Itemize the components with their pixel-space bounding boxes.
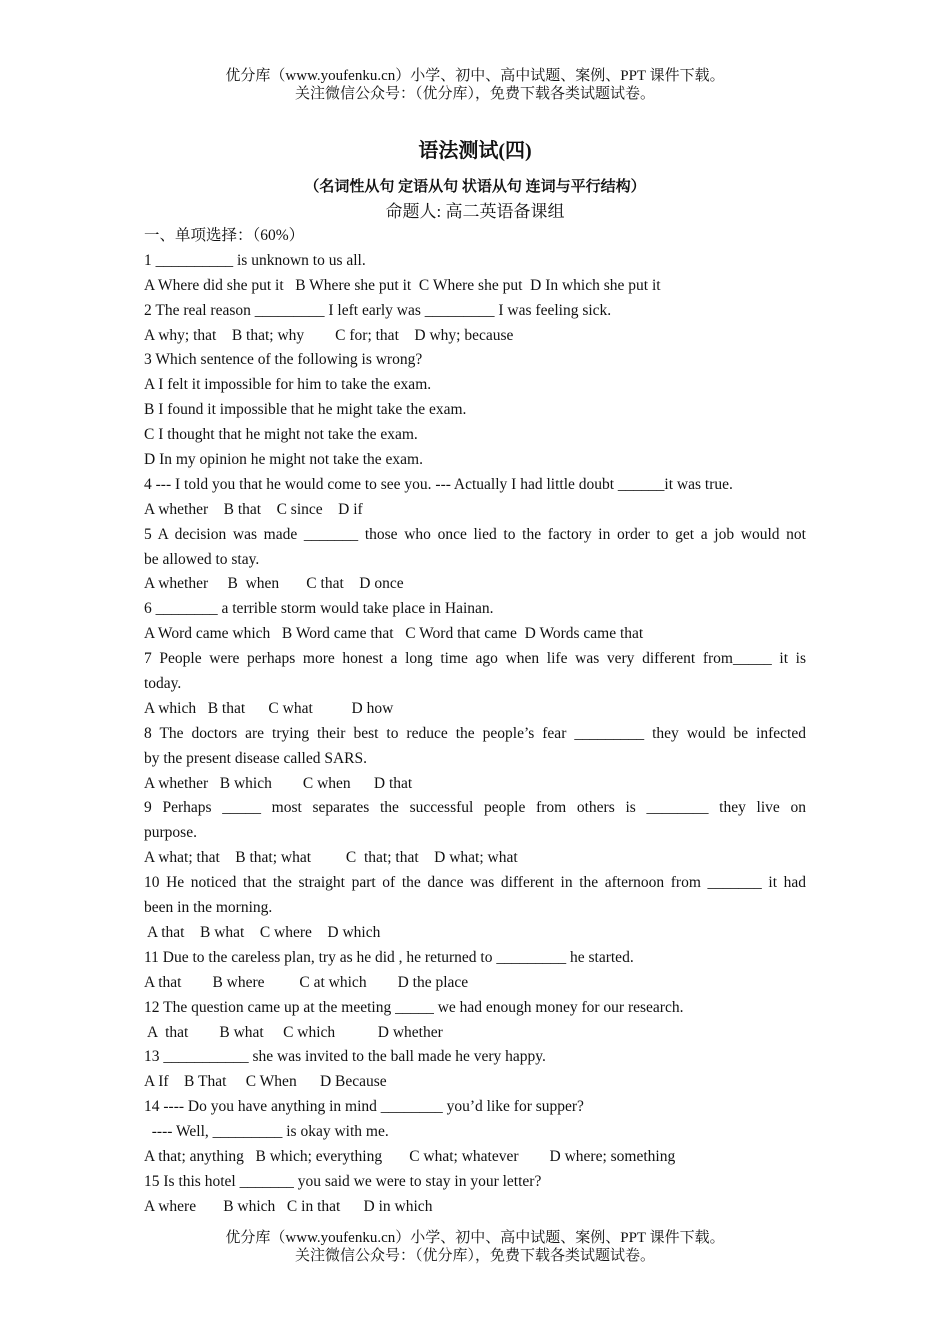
exam-body <box>144 224 806 1220</box>
text-line: by the present disease called SARS. <box>144 749 367 767</box>
text-line: 4 --- I told you that he would come to see you. --- Actually I had little doubt ______it was true. <box>144 475 733 493</box>
text-line: 15 Is this hotel _______ you said we were to stay in your letter? <box>144 1172 542 1190</box>
text-line: purpose. <box>144 824 197 842</box>
page-footer <box>0 1229 950 1265</box>
text-line: be allowed to stay. <box>144 550 260 568</box>
text-line: 2 The real reason _________ I left early was _________ I was feeling sick. <box>144 301 612 319</box>
text-line: A that B what C where D which <box>144 923 381 941</box>
text-line: 3 Which sentence of the following is wrong? <box>144 351 423 369</box>
text-line: 1 __________ is unknown to us all. <box>144 251 366 269</box>
text-line: A why; that B that; why C for; that D why; because <box>144 326 514 344</box>
text-line: 10 He noticed that the straight part of the dance was different in the afternoon from _______ it had <box>144 874 806 892</box>
text-line: A where B which C in that D in which <box>144 1197 433 1215</box>
text-line: 5 A decision was made _______ those who once lied to the factory in order to get a job would not <box>144 525 806 543</box>
text-line: A I felt it impossible for him to take the exam. <box>144 376 432 394</box>
text-line: D In my opinion he might not take the exam. <box>144 451 423 469</box>
text-line: A whether B which C when D that <box>144 774 413 792</box>
text-line: 9 Perhaps _____ most separates the successful people from others is ________ they live on <box>144 799 806 817</box>
text-line: A whether B that C since D if <box>144 500 363 518</box>
text-line: A what; that B that; what C that; that D what; what <box>144 849 518 867</box>
text-line: 7 People were perhaps more honest a long time ago when life was very different from_____ it is <box>144 650 806 668</box>
text-line: C I thought that he might not take the exam. <box>144 426 418 444</box>
text-line: A Where did she put it B Where she put it C Where she put D In which she put it <box>144 276 661 294</box>
text-line: A that; anything B which; everything C what; whatever D where; something <box>144 1147 676 1165</box>
text-line: 12 The question came up at the meeting _____ we had enough money for our research. <box>144 998 684 1016</box>
text-line: 6 ________ a terrible storm would take place in Hainan. <box>144 600 494 618</box>
text-line: A whether B when C that D once <box>144 575 404 593</box>
footer-line-2: 关注微信公众号：（优分库），免费下载各类试题试卷。 <box>294 1248 655 1264</box>
header-line-2: 关注微信公众号：（优分库），免费下载各类试题试卷。 <box>294 86 655 102</box>
author-line: 命题人: 高二英语备课组 <box>385 202 565 221</box>
text-line: 13 ___________ she was invited to the ball made he very happy. <box>144 1048 546 1066</box>
text-line: A If B That C When D Because <box>144 1073 387 1091</box>
text-line: been in the morning. <box>144 899 273 917</box>
text-line: A that B where C at which D the place <box>144 973 469 991</box>
footer-line-1: 优分库（www.youfenku.cn）小学、初中、高中试题、案例、PPT 课件下载。 <box>225 1230 725 1246</box>
text-line: A which B that C what D how <box>144 699 394 717</box>
text-line: today. <box>144 675 182 693</box>
page-header <box>0 67 950 103</box>
text-line: 14 ---- Do you have anything in mind ________ you’d like for supper? <box>144 1098 584 1116</box>
text-line: 一、单项选择：（60%） <box>144 227 305 244</box>
text-line: B I found it impossible that he might take the exam. <box>144 401 467 419</box>
text-line: ---- Well, _________ is okay with me. <box>144 1123 389 1141</box>
header-line-1: 优分库（www.youfenku.cn）小学、初中、高中试题、案例、PPT 课件下载。 <box>225 68 725 84</box>
text-line: A Word came which B Word came that C Word that came D Words came that <box>144 625 644 643</box>
document-subtitle: （名词性从句 定语从句 状语从句 连词与平行结构） <box>304 179 646 195</box>
text-line: 8 The doctors are trying their best to reduce the people’s fear _________ they would be infected <box>144 724 806 742</box>
document-title: 语法测试(四) <box>418 140 532 162</box>
text-line: A that B what C which D whether <box>144 1023 443 1041</box>
text-line: 11 Due to the careless plan, try as he did , he returned to _________ he started. <box>144 948 634 966</box>
